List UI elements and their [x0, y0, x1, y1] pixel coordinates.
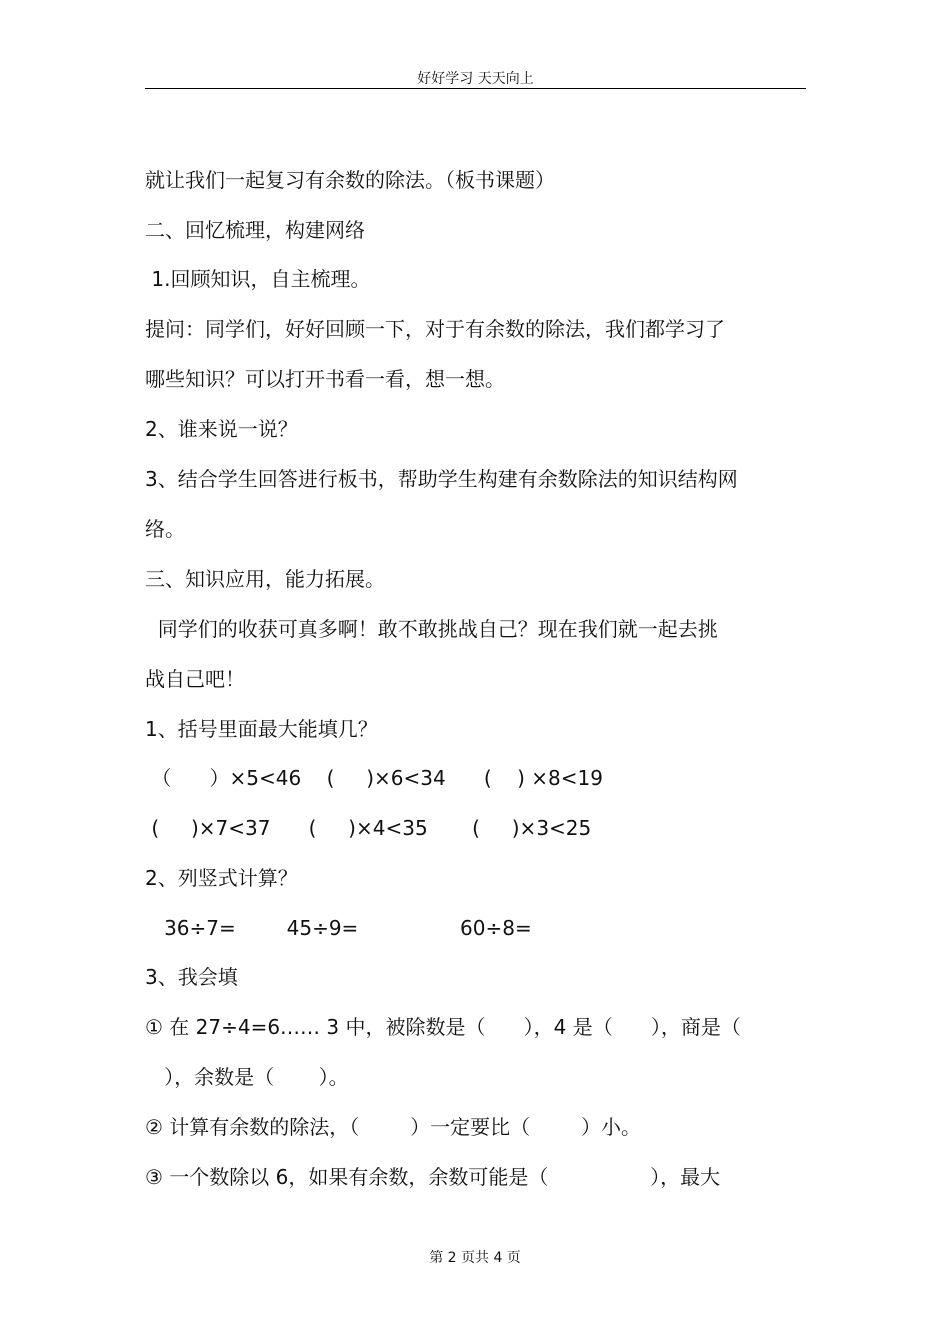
- exercise-heading: 2、列竖式计算？: [145, 866, 298, 890]
- body-line: 2、谁来说一说？: [145, 417, 298, 441]
- body-line: 哪些知识？可以打开书看一看，想一想。: [145, 367, 505, 391]
- section-heading: 二、回忆梳理，构建网络: [145, 218, 365, 242]
- body-line: 1.回顾知识，自主梳理。: [145, 267, 371, 291]
- exercise-item: ② 计算有余数的除法，（ ）一定要比（ ）小。: [145, 1115, 642, 1139]
- section-heading: 三、知识应用，能力拓展。: [145, 567, 385, 591]
- page-header: 好好学习 天天向上: [417, 71, 534, 87]
- exercise-item: ① 在 27÷4=6…… 3 中，被除数是（ ），4 是（ ），商是（: [145, 1015, 741, 1039]
- exercise-row: 36÷7= 45÷9= 60÷8=: [145, 916, 532, 940]
- exercise-item: ），余数是（ ）。: [145, 1065, 349, 1089]
- body-line: 就让我们一起复习有余数的除法。（板书课题）: [145, 168, 555, 192]
- body-line: 3、结合学生回答进行板书，帮助学生构建有余数除法的知识结构网: [145, 467, 738, 491]
- body-line: 提问：同学们，好好回顾一下，对于有余数的除法，我们都学习了: [145, 317, 725, 341]
- exercise-row: ( )×7<37 ( )×4<35 ( )×3<25: [145, 816, 592, 840]
- exercise-item: ③ 一个数除以 6，如果有余数，余数可能是（ ），最大: [145, 1165, 721, 1189]
- header-rule: [145, 88, 806, 89]
- body-line: 同学们的收获可真多啊！敢不敢挑战自己？现在我们就一起去挑: [145, 617, 718, 641]
- body-line: 战自己吧！: [145, 667, 245, 691]
- page-footer: 第 2 页共 4 页: [429, 1250, 521, 1266]
- exercise-heading: 1、括号里面最大能填几？: [145, 717, 378, 741]
- body-line: 络。: [145, 517, 185, 541]
- exercise-row: （ ）×5<46 ( )×6<34 ( ) ×8<19: [145, 766, 603, 790]
- exercise-heading: 3、我会填: [145, 965, 238, 989]
